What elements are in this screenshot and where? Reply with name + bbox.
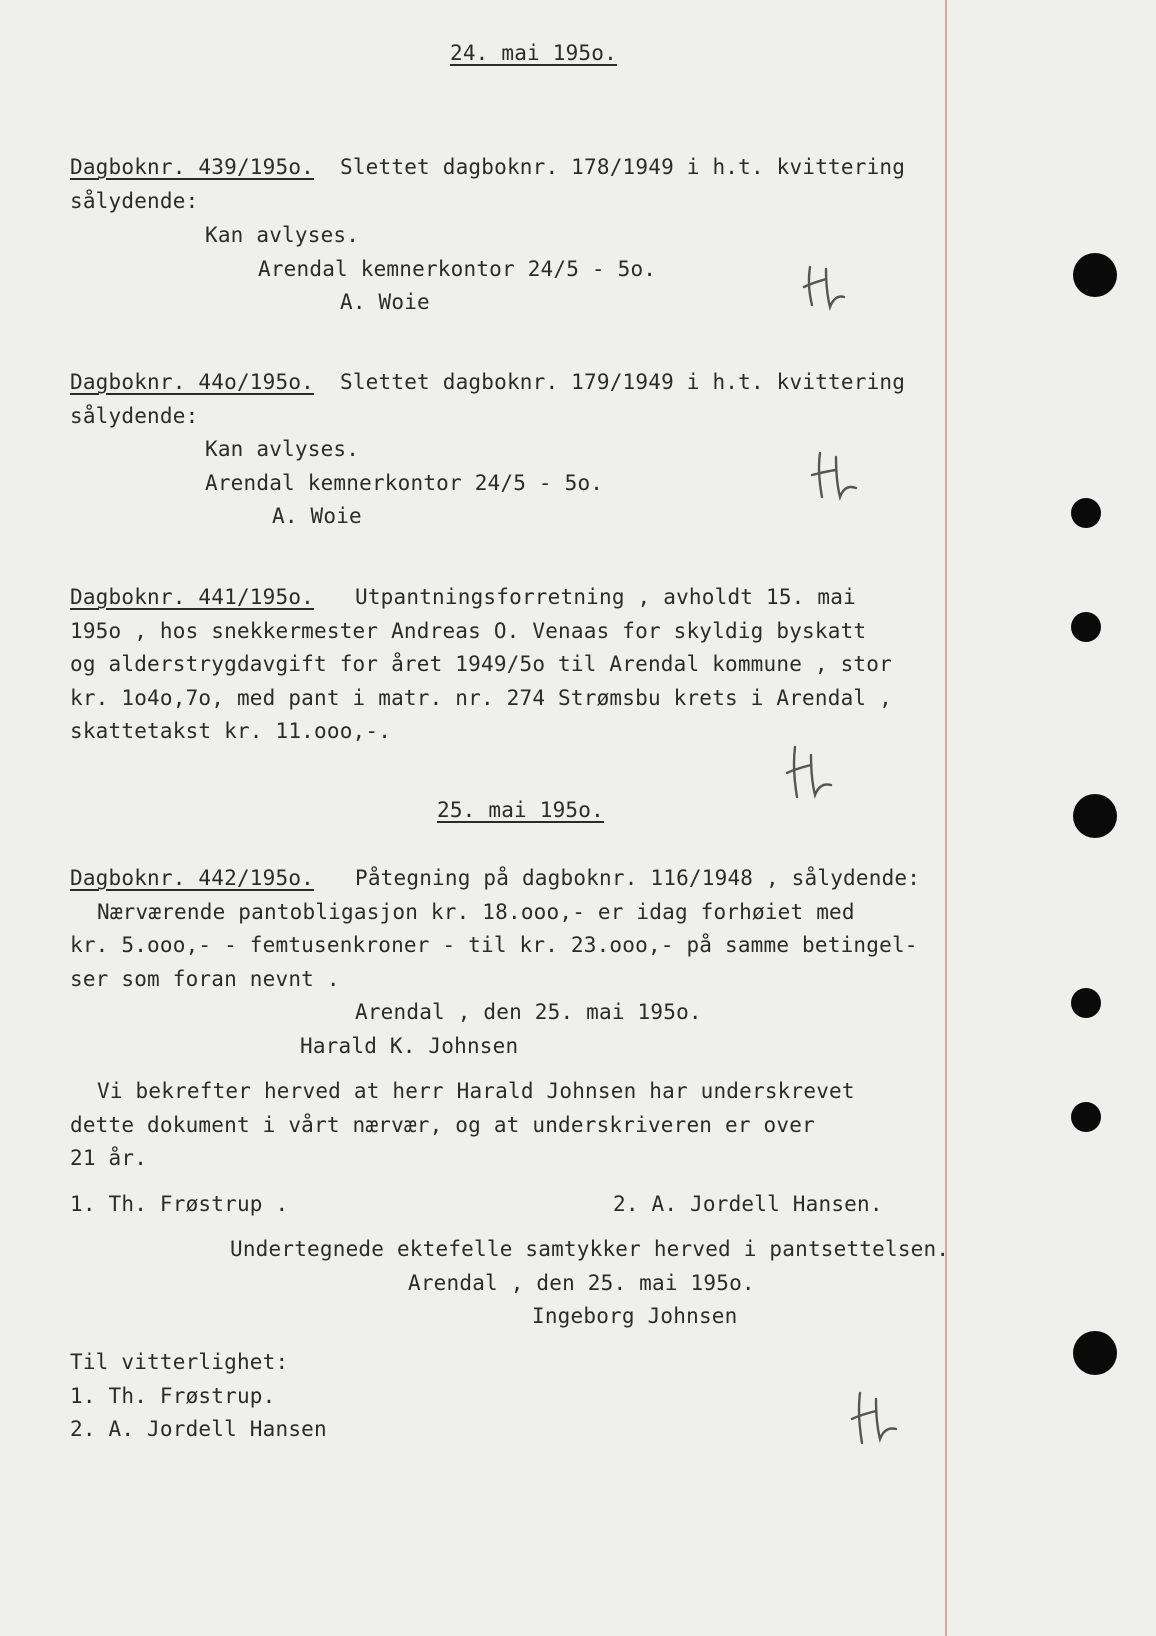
entry-442-text: 1. Th. Frøstrup.: [70, 1384, 276, 1408]
entry-440-text: sålydende:: [70, 404, 199, 428]
punch-hole-icon: [1071, 498, 1101, 528]
entry-442-text: Harald K. Johnsen: [300, 1034, 519, 1058]
entry-439-heading: Dagboknr. 439/195o.: [70, 155, 315, 179]
date-heading: 24. mai 195o.: [450, 41, 617, 65]
punch-hole-icon: [1071, 612, 1101, 642]
handwritten-initial-icon: [800, 255, 860, 315]
entry-442-text: Til vitterlighet:: [70, 1350, 289, 1374]
entry-442-text: 2. A. Jordell Hansen.: [613, 1192, 883, 1216]
entry-441-text: 195o , hos snekkermester Andreas O. Venaas for skyldig byskatt: [70, 619, 867, 643]
punch-hole-icon: [1071, 1102, 1101, 1132]
entry-442-text: Nærværende pantobligasjon kr. 18.ooo,- er idag forhøiet med: [97, 900, 855, 924]
entry-442-text: ser som foran nevnt .: [70, 967, 340, 991]
entry-442-heading: Dagboknr. 442/195o.: [70, 866, 315, 890]
punch-hole-icon: [1073, 253, 1117, 297]
date-heading: 25. mai 195o.: [437, 798, 604, 822]
entry-440-text: A. Woie: [272, 504, 362, 528]
entry-442-text: dette dokument i vårt nærvær, og at underskriveren er over: [70, 1113, 815, 1137]
entry-441-text: Utpantningsforretning , avholdt 15. mai: [355, 585, 856, 609]
entry-442-text: Påtegning på dagboknr. 116/1948 , sålydende:: [355, 866, 921, 890]
entry-441-heading: Dagboknr. 441/195o.: [70, 585, 315, 609]
entry-442-text: Vi bekrefter herved at herr Harald Johnsen har underskrevet: [97, 1079, 855, 1103]
handwritten-initial-icon: [808, 445, 870, 505]
entry-439-text: Arendal kemnerkontor 24/5 - 5o.: [258, 257, 657, 281]
entry-440-text: Slettet dagboknr. 179/1949 i h.t. kvittering: [340, 370, 906, 394]
entry-441-text: og alderstrygdavgift for året 1949/5o til Arendal kommune , stor: [70, 652, 892, 676]
entry-439-text: A. Woie: [340, 290, 430, 314]
entry-439-text: sålydende:: [70, 189, 199, 213]
punch-hole-icon: [1073, 1331, 1117, 1375]
entry-441-text: skattetakst kr. 11.ooo,-.: [70, 719, 392, 743]
entry-442-text: 21 år.: [70, 1146, 148, 1170]
entry-440-text: Kan avlyses.: [205, 437, 360, 461]
entry-442-text: Arendal , den 25. mai 195o.: [355, 1000, 702, 1024]
entry-442-text: Arendal , den 25. mai 195o.: [408, 1271, 755, 1295]
entry-442-text: 1. Th. Frøstrup .: [70, 1192, 289, 1216]
entry-442-text: Undertegnede ektefelle samtykker herved i pantsettelsen.: [230, 1237, 950, 1261]
red-margin-line: [945, 0, 947, 1636]
entry-439-text: Kan avlyses.: [205, 223, 360, 247]
entry-442-text: 2. A. Jordell Hansen: [70, 1417, 327, 1441]
entry-439-text: Slettet dagboknr. 178/1949 i h.t. kvittering: [340, 155, 906, 179]
entry-442-text: Ingeborg Johnsen: [532, 1304, 738, 1328]
handwritten-initial-icon: [850, 1385, 910, 1450]
entry-442-text: kr. 5.ooo,- - femtusenkroner - til kr. 23.ooo,- på samme betingel-: [70, 933, 918, 957]
punch-hole-icon: [1073, 794, 1117, 838]
entry-440-heading: Dagboknr. 44o/195o.: [70, 370, 315, 394]
handwritten-initial-icon: [785, 737, 845, 807]
punch-hole-icon: [1071, 988, 1101, 1018]
entry-441-text: kr. 1o4o,7o, med pant i matr. nr. 274 Strømsbu krets i Arendal ,: [70, 686, 892, 710]
entry-440-text: Arendal kemnerkontor 24/5 - 5o.: [205, 471, 604, 495]
